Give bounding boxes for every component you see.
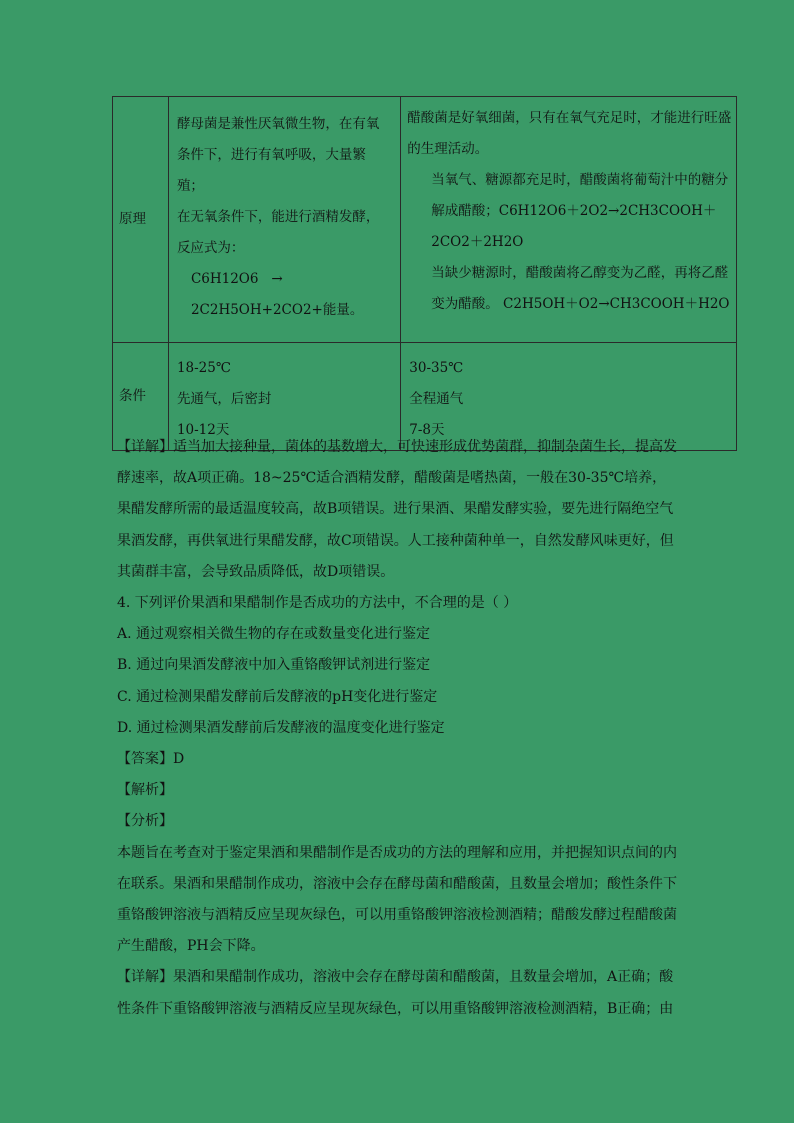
yeast-days: 10-12天: [176, 422, 230, 438]
condition-label: 条件: [113, 343, 169, 451]
detail-paragraph-1: 【详解】适当加大接种量，菌体的基数增大，可快速形成优势菌群，抑制杂菌生长，提高发酵速率，故A项正确。18~25℃适合酒精发酵，醋酸菌是嗜热菌，一般在30-35℃培养，果醋发酵所需的最适温度较高，故B项错误。进行果酒、果醋发酵实验，要先进行隔绝空气果酒发酵，再供氧进行果醋发酵，故C项错误。人工接种菌种单一，自然发酵风味更好，但其菌群丰富，会导致品质降低，故D项错误。: [117, 439, 677, 580]
acetic-principle-case2: 当缺少糖源时，醋酸菌将乙醇变为乙醛，再将乙醛变为醋酸。 C2H5OH＋O2→CH3COOH＋H2O: [431, 265, 730, 312]
option-a: A. 通过观察相关微生物的存在或数量变化进行鉴定: [117, 626, 431, 643]
fenxi-heading: 【分析】: [117, 813, 173, 830]
fenxi-paragraph: 本题旨在考查对于鉴定果酒和果醋制作是否成功的方法的理解和应用，并把握知识点间的内在联系。果酒和果醋制作成功，溶液中会存在酵母菌和醋酸菌，且数量会增加；酸性条件下重铬酸钾溶液与酒精反应呈现灰绿色，可以用重铬酸钾溶液检测酒精；醋酸发酵过程醋酸菌产生醋酸，PH会下降。: [117, 844, 677, 955]
option-c: C. 通过检测果醋发酵前后发酵液的pH变化进行鉴定: [117, 688, 438, 705]
yeast-principle-cell: [168, 97, 400, 343]
acetic-principle-intro: 醋酸菌是好氧细菌，只有在氧气充足时，才能进行旺盛的生理活动。: [407, 110, 732, 157]
principle-label: 原理: [113, 97, 169, 343]
acetic-air: 全程通气: [409, 391, 464, 407]
analysis-heading: 【解析】: [117, 782, 173, 799]
yeast-air: 先通气，后密封: [176, 391, 272, 407]
option-b: B. 通过向果酒发酵液中加入重铬酸钾试剂进行鉴定: [117, 657, 431, 674]
yeast-temp: 18-25℃: [176, 360, 231, 376]
table-row-principle: [113, 97, 737, 343]
yeast-eq-reactant: C6H12O6: [190, 271, 259, 287]
yeast-equation: [177, 264, 392, 326]
acetic-principle-cell: [401, 97, 737, 343]
detail-paragraph-2: 【详解】果酒和果醋制作成功，溶液中会存在酵母菌和醋酸菌，且数量会增加，A正确；酸性条件下重铬酸钾溶液与酒精反应呈现灰绿色，可以用重铬酸钾溶液检测酒精，B正确；由: [117, 969, 674, 1017]
acetic-principle-case1: 当氧气、糖源都充足时，醋酸菌将葡萄汁中的糖分解成醋酸；C6H12O6＋2O2→2CH3COOH＋2CO2＋2H2O: [431, 172, 729, 250]
body-text: [117, 432, 677, 1025]
acetic-days: 7-8天: [409, 422, 445, 438]
acetic-temp: 30-35℃: [409, 360, 464, 376]
option-d: D. 通过检测果酒发酵前后发酵液的温度变化进行鉴定: [117, 719, 445, 736]
comparison-table: [112, 96, 737, 451]
question-4-stem: 4. 下列评价果酒和果醋制作是否成功的方法中，不合理的是（ ）: [117, 595, 518, 612]
answer-line: 【答案】D: [117, 751, 185, 768]
yeast-principle-line1: 酵母菌是兼性厌氧微生物，在有氧条件下，进行有氧呼吸，大量繁殖；: [176, 116, 380, 194]
yeast-principle-line2: 在无氧条件下，能进行酒精发酵，反应式为：: [176, 209, 380, 256]
yeast-eq-product: → 2C2H5OH+2CO2+能量。: [190, 271, 364, 318]
